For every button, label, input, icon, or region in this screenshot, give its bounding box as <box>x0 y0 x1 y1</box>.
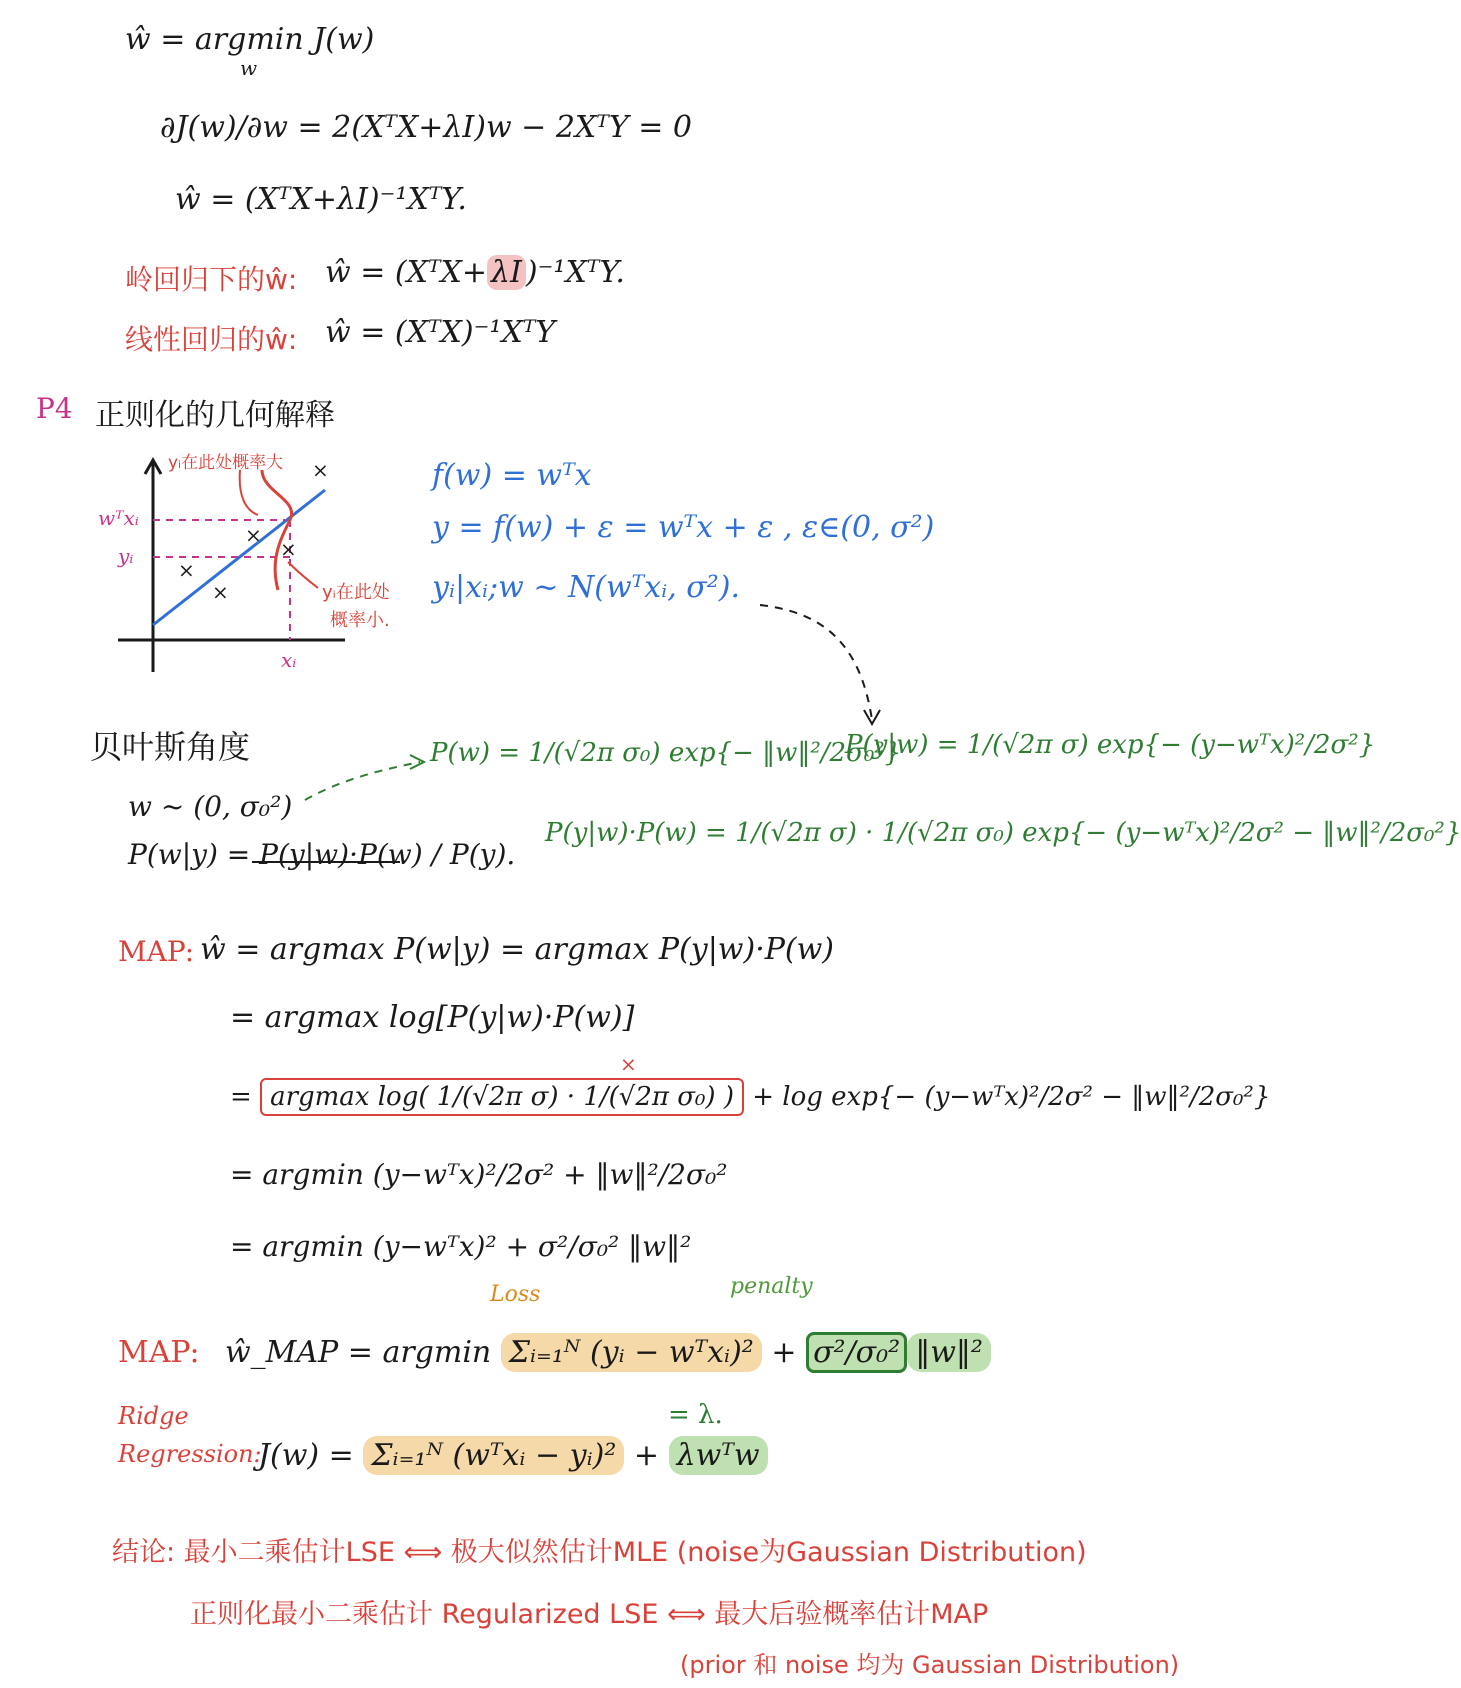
conclusion-l3: (prior 和 noise 均为 Gaussian Distribution) <box>680 1651 1180 1679</box>
map-l3-rest: + log exp{− (y−wᵀx)²/2σ² − ‖w‖²/2σ₀²} <box>752 1082 1271 1112</box>
map-final-label: MAP: <box>118 1335 200 1370</box>
linear-hat-label: 线性回归的ŵ: <box>125 323 298 356</box>
arrow-to-pyw <box>760 605 872 720</box>
map-l3-eq: = <box>230 1082 252 1112</box>
ridge-reg-label-2: Regression: <box>118 1440 262 1468</box>
map-l4: = argmin (y−wᵀx)²/2σ² + ‖w‖²/2σ₀² <box>230 1158 728 1191</box>
ridge-reg-loss: Σᵢ₌₁ᴺ (wᵀxᵢ − yᵢ)² <box>363 1436 624 1475</box>
map-coef-box: σ²/σ₀² <box>806 1332 907 1373</box>
note-prob-low-2: 概率小. <box>330 610 390 631</box>
map-final-eq <box>225 1335 991 1370</box>
map-constant-box: argmax log( 1/(√2π σ) · 1/(√2π σ₀) ) <box>260 1078 744 1116</box>
prior-pw: P(w) = 1/(√2π σ₀) exp{− ‖w‖²/2σ₀²} <box>430 738 902 768</box>
ridge-lambda-highlight: λI <box>487 255 526 290</box>
model-dist: yᵢ|xᵢ;w ~ N(wᵀxᵢ, σ²). <box>432 570 741 605</box>
prior-dist: w ~ (0, σ₀²) <box>128 790 293 823</box>
lambda-note: = λ. <box>668 1400 723 1430</box>
ridge-solution: ŵ = (XᵀX+λI)⁻¹XᵀY. <box>175 182 467 217</box>
conclusion-l2: 正则化最小二乘估计 Regularized LSE ⟺ 最大后验概率估计MAP <box>190 1599 989 1630</box>
label-yi: yᵢ <box>118 544 134 568</box>
ridge-argmin: ŵ = argmin J(w) <box>125 22 375 57</box>
loss-label: Loss <box>490 1282 541 1307</box>
ridge-reg-eq <box>258 1438 768 1473</box>
arrow-to-pw <box>305 762 420 800</box>
ridge-reg-label-1: Ridge <box>118 1402 189 1430</box>
map-label: MAP: <box>118 935 195 968</box>
map-l5: = argmin (y−wᵀx)² + σ²/σ₀² ‖w‖² <box>230 1230 692 1263</box>
ridge-hat-label: 岭回归下的ŵ: <box>125 263 298 296</box>
map-penalty-term: ‖w‖² <box>907 1333 991 1372</box>
ridge-argmin-sub: w <box>240 56 258 80</box>
note-prob-low-1: yᵢ在此处 <box>322 582 390 603</box>
penalty-label: penalty <box>730 1274 813 1299</box>
density-curve <box>262 470 292 590</box>
label-xi: xᵢ <box>281 648 297 672</box>
note-prob-high: yᵢ在此处概率大 <box>168 453 284 473</box>
linear-hat-eq: ŵ = (XᵀX)⁻¹XᵀY <box>325 315 556 350</box>
map-loss-term: Σᵢ₌₁ᴺ (yᵢ − wᵀxᵢ)² <box>501 1333 762 1372</box>
map-final-plus: + <box>771 1335 797 1370</box>
map-l1: ŵ = argmax P(w|y) = argmax P(y|w)·P(w) <box>200 932 834 967</box>
point-cross-4: × <box>178 558 195 582</box>
ridge-gradient: ∂J(w)/∂w = 2(XᵀX+λI)w − 2XᵀY = 0 <box>160 110 692 145</box>
p4-tag: P4 <box>36 392 73 425</box>
likelihood-pyw: P(y|w) = 1/(√2π σ) exp{− (y−wᵀx)²/2σ²} <box>845 730 1376 760</box>
map-l3 <box>230 1082 1270 1112</box>
point-cross-1: × <box>312 458 329 482</box>
conclusion-l1: 结论: 最小二乘估计LSE ⟺ 极大似然估计MLE (noise为Gaussian Distribution) <box>112 1537 1087 1568</box>
note-arrow-right <box>288 562 318 588</box>
ridge-reg-penalty: λwᵀw <box>669 1436 768 1475</box>
posterior: P(w|y) = P(y|w)·P(w) / P(y). <box>128 838 516 871</box>
ridge-reg-plus: + <box>633 1438 660 1473</box>
point-cross-2: × <box>245 523 262 547</box>
map-l2: = argmax log[P(y|w)·P(w)] <box>230 1000 635 1035</box>
joint-product: P(y|w)·P(w) = 1/(√2π σ) · 1/(√2π σ₀) exp{− (y−wᵀx)²/2σ² − ‖w‖²/2σ₀²} <box>545 818 1461 848</box>
ridge-hat-eq-b: )⁻¹XᵀY. <box>525 255 625 290</box>
point-cross-3: × <box>280 537 297 561</box>
map-final-lhs: ŵ_MAP = argmin <box>225 1335 492 1370</box>
ridge-hat-eq <box>325 255 625 290</box>
model-y: y = f(w) + ε = wᵀx + ε , ε∈(0, σ²) <box>432 510 935 545</box>
model-f: f(w) = wᵀx <box>432 458 592 493</box>
bayes-title: 贝叶斯角度 <box>90 728 251 766</box>
label-wtx: wᵀxᵢ <box>98 506 139 530</box>
map-constant-cross: × <box>620 1052 637 1076</box>
ridge-reg-lhs: J(w) = <box>258 1438 354 1473</box>
note-arrow-top <box>240 470 258 515</box>
ridge-hat-eq-a: ŵ = (XᵀX+ <box>325 255 488 290</box>
p4-title: 正则化的几何解释 <box>95 398 335 433</box>
point-cross-5: × <box>212 580 229 604</box>
